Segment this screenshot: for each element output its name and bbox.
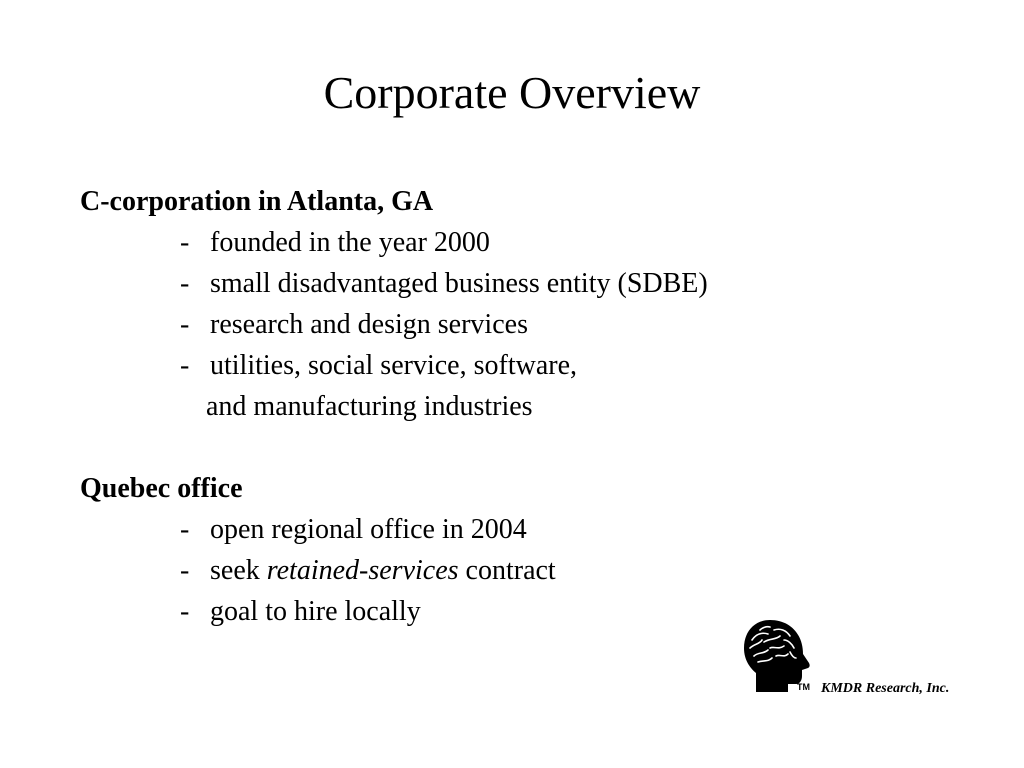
bullet-text-suffix: contract (465, 555, 556, 586)
bullet-retained-services (180, 554, 556, 588)
bullet-dash: - (180, 514, 190, 545)
company-logo (740, 618, 980, 708)
page-title: Corporate Overview (323, 67, 701, 118)
bullet-text: goal to hire locally (210, 596, 421, 627)
bullet-hire-locally (180, 595, 421, 629)
bullet-founded (180, 226, 490, 260)
bullet-industries (180, 349, 577, 383)
bullet-dash: - (180, 596, 190, 627)
bullet-sdbe (180, 267, 708, 301)
bullet-dash: - (180, 227, 190, 258)
company-name: KMDR Research, Inc. (821, 681, 950, 696)
bullet-text-emphasis: retained-services (266, 555, 459, 586)
bullet-text: utilities, social service, software, (210, 350, 577, 381)
bullet-text: open regional office in 2004 (210, 514, 527, 545)
bullet-industries-continued: and manufacturing industries (206, 391, 533, 422)
bullet-text-prefix: seek (210, 555, 260, 586)
section-heading-quebec: Quebec office (80, 473, 243, 504)
bullet-text: small disadvantaged business entity (SDBE) (210, 268, 708, 299)
bullet-dash: - (180, 268, 190, 299)
bullet-dash: - (180, 350, 190, 381)
bullet-text: research and design services (210, 309, 528, 340)
bullet-text: founded in the year 2000 (210, 227, 490, 258)
trademark-mark: TM (797, 682, 810, 692)
section-heading-atlanta: C-corporation in Atlanta, GA (80, 186, 434, 217)
bullet-research (180, 308, 528, 342)
bullet-dash: - (180, 555, 190, 586)
bullet-dash: - (180, 309, 190, 340)
bullet-regional-office (180, 513, 527, 547)
